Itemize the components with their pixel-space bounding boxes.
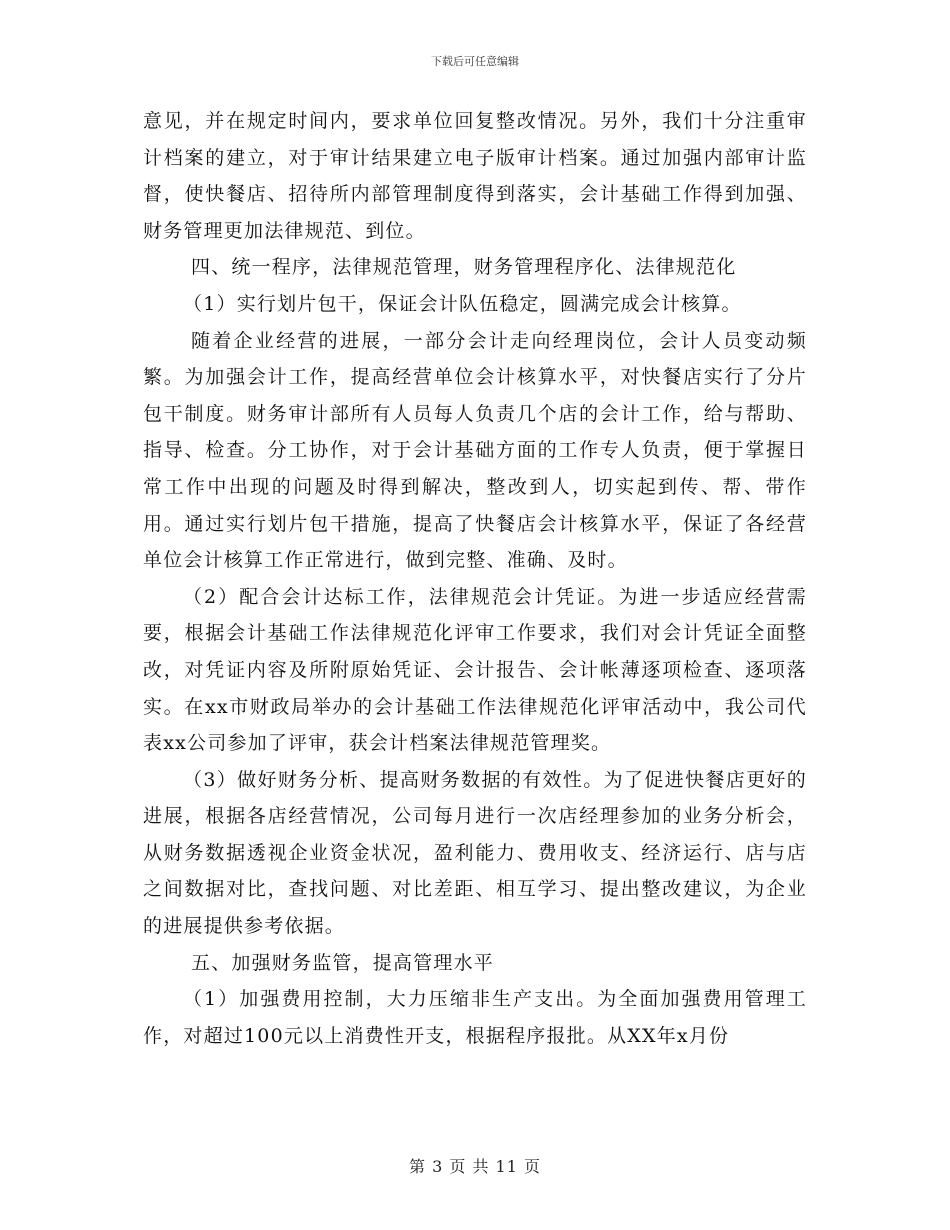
section-heading-4: 四、统一程序，法律规范管理，财务管理程序化、法律规范化 <box>191 256 737 279</box>
paragraph-audit-archive: 意见，并在规定时间内，要求单位回复整改情况。另外，我们十分注重审计档案的建立，对于审计结果建立电子版审计档案。通过加强内部审计监督，使快餐店、招待所内部管理制度得到落实，会计基础工作得到加强、财务管理更加法律规范、到位。 <box>143 110 807 242</box>
paragraph-4-3: （3）做好财务分析、提高财务数据的有效性。为了促进快餐店更好的进展，根据各店经营情况，公司每月进行一次店经理参加的业务分析会，从财务数据透视企业资金状况，盈利能力、费用收支、经济运行、店与店之间数据对比，查找问题、对比差距、相互学习、提出整改建议，为企业的进展提供参考依据。 <box>143 768 807 938</box>
paragraph-4-2: （2）配合会计达标工作，法律规范会计凭证。为进一步适应经营需要，根据会计基础工作法律规范化评审工作要求，我们对会计凭证全面整改，对凭证内容及所附原始凭证、会计报告、会计帐薄逐项检查、逐项落实。在xx市财政局举办的会计基础工作法律规范化评审活动中，我公司代表xx公司参加了评审，获会计档案法律规范管理奖。 <box>143 585 807 755</box>
section-heading-5: 五、加强财务监管，提高管理水平 <box>191 951 495 974</box>
document-body <box>143 103 807 1054</box>
subheading-4-1: （1）实行划片包干，保证会计队伍稳定，圆满完成会计核算。 <box>183 292 742 315</box>
page-header: 下载后可任意编辑 <box>431 55 519 68</box>
page-footer: 第 3 页 共 11 页 <box>409 1157 541 1176</box>
paragraph-5-1: （1）加强费用控制，大力压缩非生产支出。为全面加强费用管理工作，对超过100元以上消费性开支，根据程序报批。从XX年x月份 <box>143 988 807 1047</box>
paragraph-zone-contracting: 随着企业经营的进展，一部分会计走向经理岗位，会计人员变动频繁。为加强会计工作，提高经营单位会计核算水平，对快餐店实行了分片包干制度。财务审计部所有人员每人负责几个店的会计工作，给与帮助、指导、检查。分工协作，对于会计基础方面的工作专人负责，便于掌握日常工作中出现的问题及时得到解决，整改到人，切实起到传、帮、带作用。通过实行划片包干措施，提高了快餐店会计核算水平，保证了各经营单位会计核算工作正常进行，做到完整、准确、及时。 <box>143 329 807 572</box>
